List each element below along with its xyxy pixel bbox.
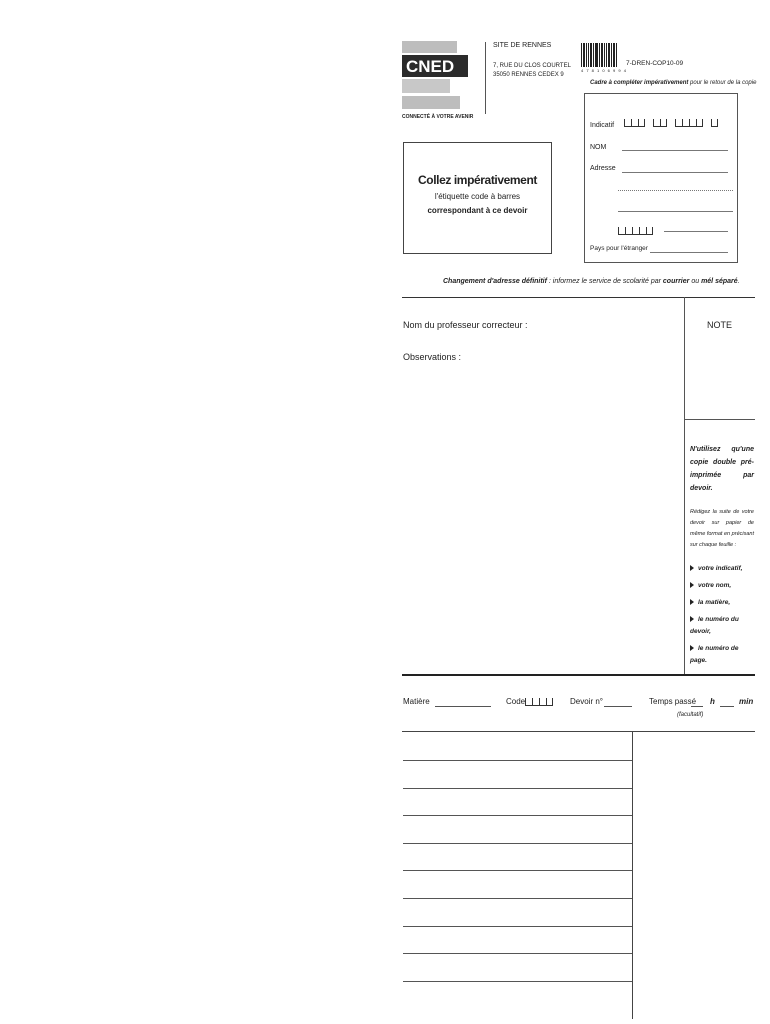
label-line-3: correspondant à ce devoir xyxy=(427,206,528,215)
instructions-p2: Rédigez la suite de votre devoir sur papier de même format en précisant sur chaque feuille : xyxy=(690,509,754,548)
nom-field[interactable] xyxy=(622,150,728,151)
minutes-field[interactable] xyxy=(720,706,734,707)
city-field[interactable] xyxy=(664,231,728,232)
logo-tagline: CONNECTÉ À VOTRE AVENIR xyxy=(402,114,474,120)
devoir-label: Devoir n° xyxy=(570,697,603,706)
change-notice-mel: mél séparé xyxy=(701,278,738,285)
postcode-boxes[interactable] xyxy=(618,222,653,240)
instructions-list xyxy=(690,563,756,667)
barcode-number: 4 7 8 1 0 6 9 9 4 xyxy=(581,68,627,73)
adresse-field-1[interactable] xyxy=(622,172,728,173)
change-notice-courrier: courrier xyxy=(662,278,690,285)
barcode xyxy=(581,43,617,67)
footer-row xyxy=(403,697,755,727)
nom-label: NOM xyxy=(590,144,607,151)
change-notice-text: : informez le service de scolarité par xyxy=(546,278,663,285)
site-address-2: 35050 RENNES CEDEX 9 xyxy=(493,72,564,78)
writing-line[interactable] xyxy=(403,815,632,816)
writing-line[interactable] xyxy=(403,843,632,844)
label-line-2: l'étiquette code à barres xyxy=(434,192,521,201)
writing-line[interactable] xyxy=(403,760,632,761)
instruction-item: votre nom, xyxy=(690,580,756,592)
observations-label: Observations : xyxy=(403,352,462,362)
writing-line[interactable] xyxy=(403,870,632,871)
indicatif-label: Indicatif xyxy=(590,122,615,129)
header-divider xyxy=(485,42,486,114)
label-paste-box xyxy=(403,142,552,254)
top-separator xyxy=(402,297,755,298)
adresse-field-2[interactable] xyxy=(618,190,733,191)
facultatif-label: (facultatif) xyxy=(677,712,704,718)
writing-line[interactable] xyxy=(403,788,632,789)
code-label: Code xyxy=(506,697,526,706)
bottom-separator xyxy=(402,674,755,676)
adresse-field-3[interactable] xyxy=(618,211,733,212)
instruction-item: la matière, xyxy=(690,597,756,609)
adresse-row xyxy=(590,165,616,172)
temps-label: Temps passé xyxy=(649,697,697,706)
teacher-label: Nom du professeur correcteur : xyxy=(403,320,528,330)
frame-title-rest: pour le retour de la copie xyxy=(688,80,757,86)
note-label: NOTE xyxy=(707,320,733,330)
indicatif-boxes-3[interactable] xyxy=(675,119,703,129)
frame-title xyxy=(590,80,756,86)
indicatif-boxes-2[interactable] xyxy=(653,119,667,129)
indicatif-boxes[interactable] xyxy=(624,119,645,129)
matiere-field[interactable] xyxy=(435,706,491,707)
pays-field[interactable] xyxy=(650,252,728,253)
matiere-label: Matière xyxy=(403,697,430,706)
code-boxes[interactable] xyxy=(525,698,553,708)
writing-line[interactable] xyxy=(403,981,632,982)
hours-unit: h xyxy=(710,697,715,706)
cned-logo xyxy=(402,41,462,111)
instruction-item: le numéro du devoir, xyxy=(690,616,739,635)
barcode-code: 7-DREN-COP10-09 xyxy=(626,60,684,67)
change-notice xyxy=(443,278,740,285)
note-divider xyxy=(684,297,685,675)
instructions-p1: N'utilisez qu'une copie double pré-imprimée par devoir. xyxy=(690,446,754,492)
writing-line[interactable] xyxy=(403,898,632,899)
indicatif-boxes-4[interactable] xyxy=(711,119,718,129)
site-address-1: 7, RUE DU CLOS COURTEL xyxy=(493,63,571,69)
adresse-label: Adresse xyxy=(590,165,616,172)
pays-row xyxy=(590,245,648,252)
change-notice-or: ou xyxy=(689,278,702,285)
logo-text: CNED xyxy=(406,57,455,76)
nom-row xyxy=(590,144,606,151)
change-notice-title: Changement d'adresse définitif xyxy=(443,278,547,285)
writing-area-top xyxy=(402,731,755,732)
writing-line[interactable] xyxy=(403,926,632,927)
writing-line[interactable] xyxy=(403,953,632,954)
indicatif-row xyxy=(590,119,718,129)
pays-label: Pays pour l'étranger xyxy=(590,245,648,252)
hours-field[interactable] xyxy=(691,706,703,707)
change-notice-end: . xyxy=(737,278,740,285)
note-bottom-line xyxy=(684,419,755,420)
minutes-unit: min xyxy=(739,697,754,706)
devoir-field[interactable] xyxy=(604,706,632,707)
instruction-item: votre indicatif, xyxy=(690,563,756,575)
label-line-1: Collez impérativement xyxy=(418,173,537,187)
postcode-row xyxy=(618,222,653,240)
site-name: SITE DE RENNES xyxy=(493,42,552,49)
frame-title-bold: Cadre à compléter impérativement xyxy=(590,80,689,86)
margin-divider xyxy=(632,731,633,1019)
instruction-item: le numéro de page. xyxy=(690,645,739,664)
